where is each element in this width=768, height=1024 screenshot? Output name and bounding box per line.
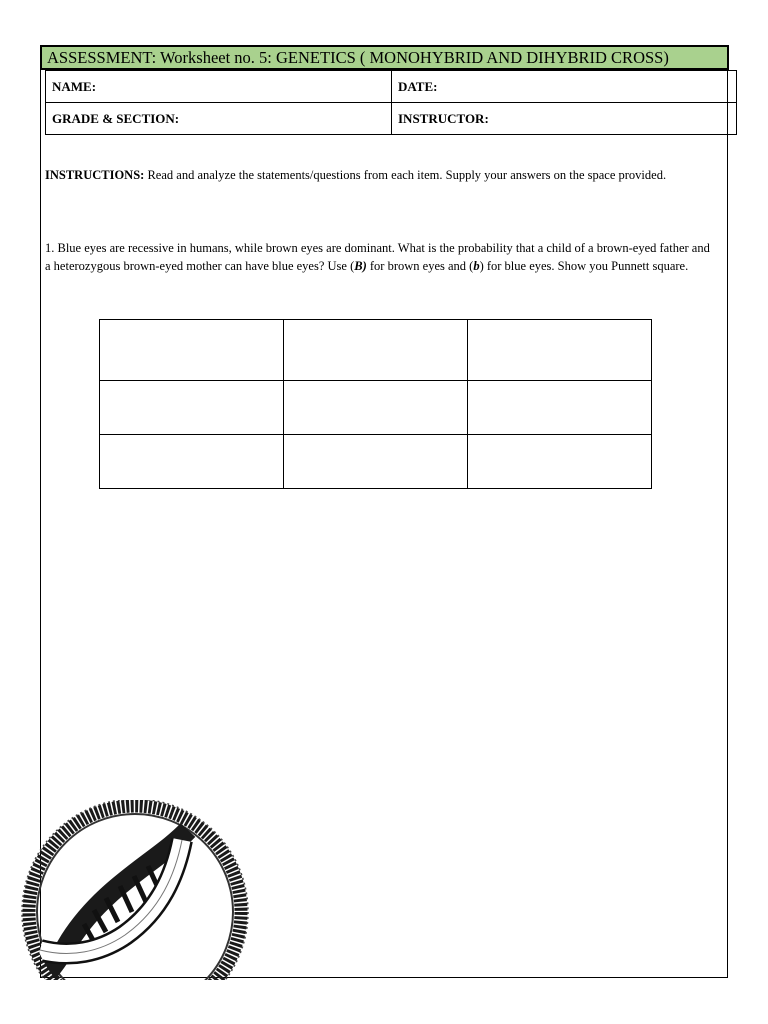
- question-1: [45, 240, 715, 275]
- date-field[interactable]: DATE:: [392, 71, 737, 103]
- punnett-cell[interactable]: [468, 320, 652, 381]
- info-row: [46, 71, 737, 103]
- info-row: [46, 103, 737, 135]
- grade-section-field[interactable]: GRADE & SECTION:: [46, 103, 392, 135]
- punnett-cell[interactable]: [468, 381, 652, 435]
- instructions-label: INSTRUCTIONS:: [45, 168, 145, 182]
- punnett-row: [100, 435, 652, 489]
- question-1-text-c: ) for blue eyes. Show you Punnett square.: [479, 258, 689, 273]
- punnett-cell[interactable]: [100, 381, 284, 435]
- punnett-row: [100, 320, 652, 381]
- punnett-cell[interactable]: [284, 435, 468, 489]
- question-1-text-a: 1. Blue eyes are recessive in humans, while brown eyes are dominant. What is the probability that a child of a brown-eyed father and a heterozygous brown-eyed mother can have blue eyes? Use (: [45, 241, 710, 273]
- punnett-cell[interactable]: [100, 320, 284, 381]
- dna-helix-icon: [10, 800, 250, 980]
- question-1-text-b: for brown eyes and (: [366, 258, 474, 273]
- punnett-cell[interactable]: [100, 435, 284, 489]
- allele-recessive: b: [473, 258, 480, 273]
- punnett-row: [100, 381, 652, 435]
- punnett-cell[interactable]: [284, 381, 468, 435]
- punnett-cell[interactable]: [284, 320, 468, 381]
- punnett-square: [99, 319, 652, 489]
- name-field[interactable]: NAME:: [46, 71, 392, 103]
- instructor-field[interactable]: INSTRUCTOR:: [392, 103, 737, 135]
- worksheet-title: ASSESSMENT: Worksheet no. 5: GENETICS ( MONOHYBRID AND DIHYBRID CROSS): [40, 45, 729, 70]
- instructions-paragraph: [45, 167, 715, 184]
- allele-dominant: B): [354, 258, 367, 273]
- instructions-text: Read and analyze the statements/questions from each item. Supply your answers on the space provided.: [144, 168, 667, 182]
- punnett-cell[interactable]: [468, 435, 652, 489]
- student-info-table: [45, 70, 737, 135]
